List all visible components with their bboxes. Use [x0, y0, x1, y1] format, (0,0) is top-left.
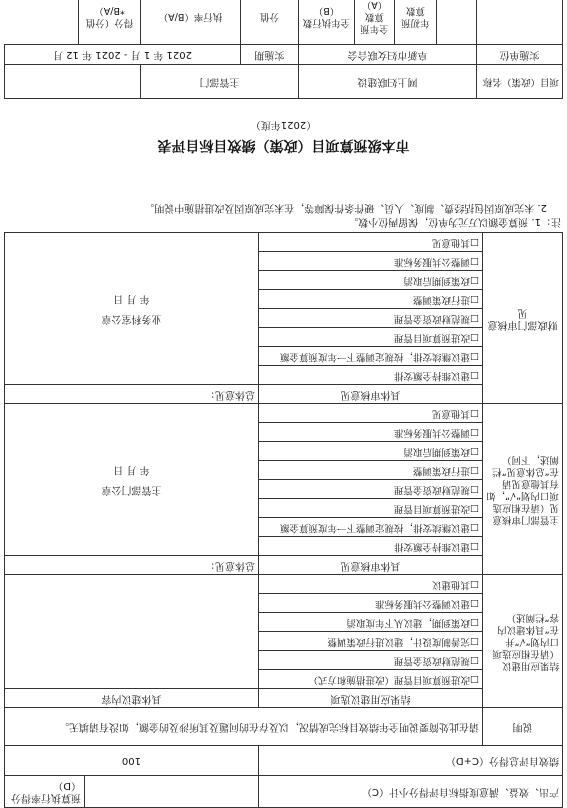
finance-review-option[interactable]: □进行政策调整 — [258, 290, 482, 309]
project-name-value[interactable]: 网上妇联建设 — [299, 65, 477, 99]
col-initial-budget: 年初预算数 — [395, 0, 437, 45]
suggestion-option[interactable]: □建议调整公共服务标准 — [258, 594, 482, 613]
col-score: 得分（分值*B/A） — [79, 0, 141, 45]
footnote-2: 2. 未完成原因包括经费、制度、人员、硬件条件保障等，在未完成原因及改进措施中说明。 — [144, 202, 547, 213]
finance-seal-label: 业务科室公章 — [101, 313, 162, 325]
suggestion-options-header: 结果应用建议选项 — [258, 689, 482, 708]
suggestion-content[interactable] — [4, 575, 258, 689]
dept-review-option[interactable]: □改进预算项目管理 — [258, 499, 482, 518]
finance-review-label: 财政部门审核意见 — [483, 233, 563, 404]
finance-review-header: 具体审核意见 — [258, 385, 482, 404]
suggestion-option[interactable]: □完善制度设计，建议进行政策调整 — [258, 632, 482, 651]
dept-review-option[interactable]: □建议继续安排，按规定调整下一年度预算金额 — [258, 518, 482, 537]
fund-label — [477, 0, 563, 45]
dept-review-option[interactable]: □规范财政资金管理 — [258, 480, 482, 499]
finance-review-option[interactable]: □建议维持全额安排 — [258, 366, 482, 385]
remark-text: 请在此处简要说明全年绩效目标完成情况，以及存在的问题及其所涉及的金额，如没有请填无。 — [4, 708, 482, 746]
period-value[interactable]: 2021 年 1 月 - 2021 年 12 月 — [5, 45, 241, 65]
dept-date: 年 月 日 — [113, 464, 150, 476]
unit-label: 实施单位 — [477, 45, 563, 65]
summary-score-value — [84, 776, 258, 808]
suggestion-option[interactable]: □政策到期，建议从下年度取消 — [258, 613, 482, 632]
dept-review-option[interactable]: □调整公共服务标准 — [258, 423, 482, 442]
project-name-label: 项目（政策）名称 — [477, 65, 563, 99]
finance-review-option[interactable]: □规范财政资金管理 — [258, 309, 482, 328]
evaluation-result-table — [4, 232, 563, 808]
exec-score-label: 预算执行率得分（D） — [4, 776, 84, 808]
col-exec: 全年执行数（B） — [299, 0, 355, 45]
suggestion-option[interactable]: □其他建议 — [258, 575, 482, 594]
form-year: （2021年度） — [250, 119, 317, 130]
suggestion-label: 结果应用建议（请在相应选项口内划“√”并在“具体建议内容”栏阐述） — [483, 575, 563, 708]
total-score-label: 绩效自评总得分（C+D） — [258, 746, 562, 776]
unit-value[interactable]: 阜新市妇女联合会 — [299, 45, 477, 65]
dept-review-label: 主管部门审核意见（请在相应选项口内划“√”，如有其他意见请在“总体意见”栏阐述，下同） — [483, 404, 563, 575]
finance-date: 年 月 日 — [113, 293, 150, 305]
suggestion-content-header: 具体建议内容 — [4, 689, 258, 708]
suggestion-option[interactable]: □改进预算项目管理（改进措施和方式） — [258, 670, 482, 689]
dept-seal-label: 主管部门公章 — [101, 484, 162, 496]
dept-name-label: 主管部门 — [141, 65, 299, 99]
finance-review-option[interactable]: □调整公共服务标准 — [258, 252, 482, 271]
remark-label: 说明 — [483, 708, 563, 746]
col-rate: 执行率（B/A） — [141, 0, 241, 45]
finance-overall-content — [4, 233, 258, 385]
total-score-value: 100 — [4, 746, 258, 776]
dept-review-header: 具体审核意见 — [258, 556, 482, 575]
project-table — [4, 0, 563, 99]
finance-review-option[interactable]: □政策到期后取消 — [258, 271, 482, 290]
finance-review-option[interactable]: □其他意见 — [258, 233, 482, 252]
period-label: 实施期 — [241, 45, 299, 65]
dept-review-option[interactable]: □建议维持全额安排 — [258, 537, 482, 556]
dept-review-option[interactable]: □进行政策调整 — [258, 461, 482, 480]
dept-name-value[interactable] — [5, 65, 141, 99]
dept-review-option[interactable]: □其他意见 — [258, 404, 482, 423]
finance-review-option[interactable]: □建议继续安排，按规定调整下一年度预算金额 — [258, 347, 482, 366]
form-title: 市本级预算项目（政策）绩效目标自评表 — [157, 137, 410, 153]
dept-overall-header: 总体意见： — [4, 556, 258, 575]
col-header-blank — [437, 0, 477, 45]
dept-review-option[interactable]: □政策到期后取消 — [258, 442, 482, 461]
finance-review-option[interactable]: □改进预算项目管理 — [258, 328, 482, 347]
dept-overall-content — [4, 404, 258, 556]
col-weight: 分值 — [241, 0, 299, 45]
footnote-1: 注：1. 预算金额以万元为单位，保留两位小数。 — [348, 216, 561, 227]
col-full-budget: 全年预算数（A） — [355, 0, 395, 45]
finance-overall-header: 总体意见： — [4, 385, 258, 404]
suggestion-option[interactable]: □规范财政资金管理 — [258, 651, 482, 670]
summary-score-label: 产出、效益、满意度指标自评得分小计（C） — [258, 776, 562, 808]
